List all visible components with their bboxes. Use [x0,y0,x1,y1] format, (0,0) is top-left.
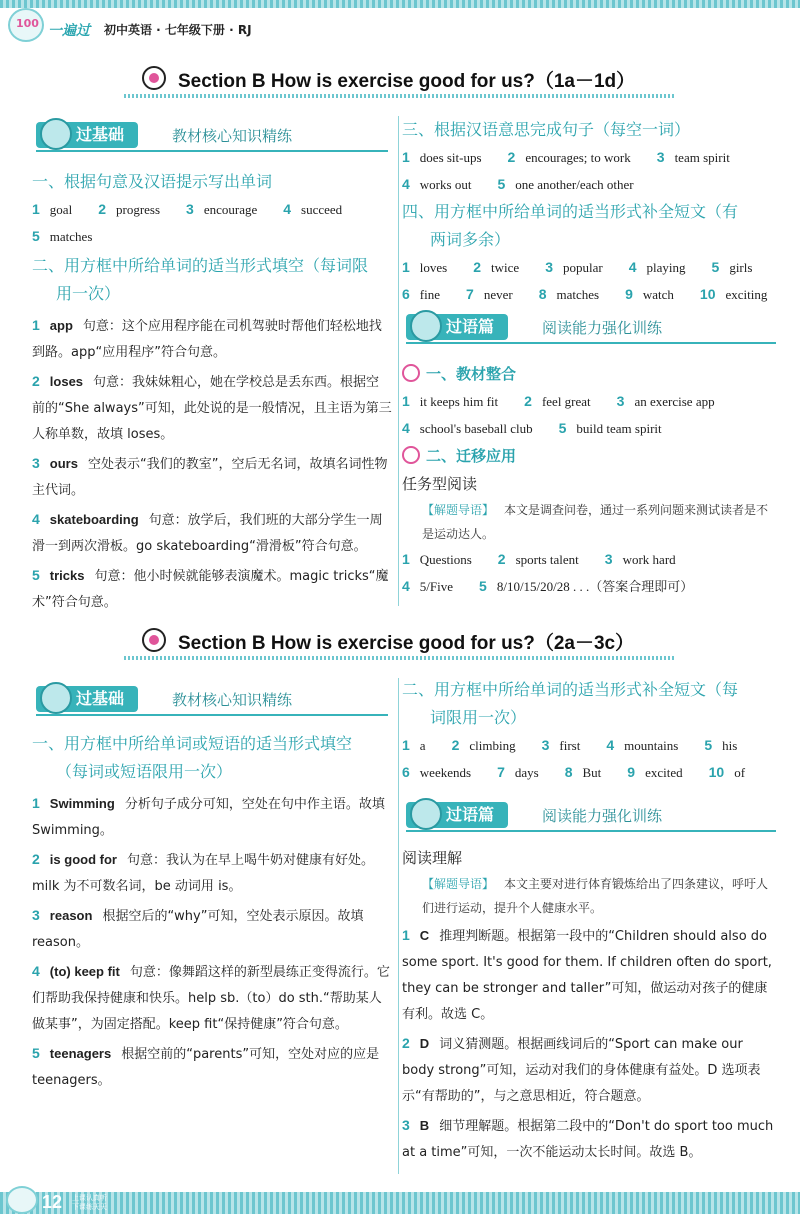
answer-keyword: D [419,1036,430,1051]
explanation-text: 词义猜测题。根据画线词后的“Sport can make our body strong”可知，运动对我们的身体健康有益处。D 选项表示“有帮助的”，与之意思相近，符合题意。 [402,1037,761,1104]
item-number: 2 [497,551,506,567]
explanation-list [32,312,392,616]
item-number: 1 [402,927,410,943]
item-number: 2 [473,259,482,275]
guide-text: 本文是调查问卷，通过一系列问题来测试读者是不是运动达人。 [422,503,769,541]
answer-row [32,223,392,250]
banner-tag: 过语篇 [406,802,508,828]
task-heading: 任务型阅读 [402,475,478,493]
explanation-item [402,1112,774,1166]
section-heading [0,624,800,658]
answer-block [402,732,774,786]
explanation-item [32,562,392,616]
page-footer [0,1184,800,1216]
item-number: 4 [402,176,410,192]
item-number: 2 [32,373,40,389]
item-number: 4 [402,420,410,436]
part-heading: 四、用方框中所给单词的适当形式补全短文（有 [402,202,739,221]
answer-text: never [483,287,513,302]
item-number: 9 [627,764,636,780]
answer-text: fine [419,287,441,302]
answer-keyword: (to) keep fit [49,964,120,979]
explanation-item [32,1040,392,1094]
answer-text: sports talent [515,552,579,567]
explanation-item [32,312,392,366]
answer-text: loves [419,260,448,275]
book-title: 初中英语 · 七年级下册 · RJ [104,23,252,37]
answer-keyword: app [49,318,73,333]
part-heading-cont: 词限用一次） [430,708,527,727]
item-number: 5 [479,578,487,594]
explanation-list [402,922,774,1166]
item-number: 7 [497,764,505,780]
explanation-text: 分析句子成分可知，空处在句中作主语。故填 Swimming。 [32,797,385,838]
answer-text: But [582,765,602,780]
explanation-item [32,368,392,448]
answer-text: twice [491,260,520,275]
answer-text: one another/each other [515,177,634,192]
explanation-text: 推理判断题。根据第一段中的“Children should also do some sport. It's good for them. If children often do sport, they can be stronger and taller”可知，做运动对孩子的健康有利。故选 C。 [402,929,772,1022]
item-number: 5 [32,1045,40,1061]
mascot-icon [40,682,72,714]
item-number: 9 [625,286,633,302]
brand-logo-icon: 100 [8,8,44,42]
explanation-text: 句意：这个应用程序能在司机驾驶时帮他们轻松地找到路。app“应用程序”符合句意。 [32,319,382,360]
item-number: 4 [32,511,40,527]
answer-text: Questions [419,552,472,567]
flower-icon [402,446,420,464]
answer-text: goal [49,202,73,217]
item-number: 3 [656,149,665,165]
answer-text: encourages; to work [525,150,631,165]
item-number: 6 [402,286,410,302]
item-number: 5 [32,567,40,583]
sub-heading-text: 一、教材整合 [426,365,517,383]
banner-subtitle: 阅读能力强化训练 [542,319,663,337]
answer-block [402,388,774,442]
answer-block [402,144,774,198]
item-number: 4 [628,259,637,275]
banner-underline [36,150,388,152]
item-number: 5 [558,420,567,436]
item-number: 3 [616,393,625,409]
answer-text: feel great [541,394,591,409]
answer-text: playing [646,260,686,275]
section-title: Section B How is exercise good for us?（2a－3c） [178,633,635,654]
part-heading-cont: （每词或短语限用一次） [56,762,233,781]
answer-text: watch [642,287,674,302]
answer-keyword: B [419,1118,430,1133]
part-heading: 三、根据汉语意思完成句子（每空一词） [402,120,691,139]
s1-right-column [402,116,774,308]
answer-text: of [734,765,746,780]
item-number: 2 [402,1035,410,1051]
item-number: 2 [507,149,516,165]
explanation-item [32,790,392,844]
part-heading-cont: 两词多余） [430,230,511,249]
answer-text: team spirit [674,150,730,165]
explanation-list [32,790,392,1094]
solution-guide [402,498,774,546]
answer-text: weekends [419,765,472,780]
item-number: 1 [402,737,410,753]
answer-text: encourage [203,202,258,217]
s2-left-column [32,730,392,1096]
mascot-icon [410,798,442,830]
answer-text: it keeps him fit [419,394,499,409]
item-number: 3 [604,551,613,567]
sub-heading-text: 二、迁移应用 [426,447,517,465]
answer-keyword: reason [49,908,93,923]
answer-text: exciting [725,287,768,302]
answer-row [402,144,774,171]
explanation-text: 句意：放学后，我们班的大部分学生一周滑一到两次滑板。go skateboarding“滑滑板”符合句意。 [32,513,383,554]
explanation-item [32,506,392,560]
item-number: 1 [32,795,40,811]
item-number: 2 [451,737,460,753]
item-number: 7 [466,286,474,302]
answer-row [402,281,774,308]
item-number: 1 [402,551,410,567]
item-number: 4 [32,963,40,979]
flower-icon [402,364,420,382]
banner-underline [406,342,776,344]
answer-text: progress [115,202,161,217]
explanation-text: 根据空后的“why”可知，空处表示原因。故填 reason。 [32,909,364,950]
answer-text: a [419,738,426,753]
item-number: 5 [32,228,40,244]
banner-underline [36,714,388,716]
answer-keyword: teenagers [49,1046,112,1061]
item-number: 3 [186,201,194,217]
column-divider [398,678,399,1174]
item-number: 2 [32,851,40,867]
explanation-item [32,846,392,900]
part-heading-cont: 用一次） [56,284,121,303]
answer-text: 5/Five [419,579,454,594]
answer-row [402,171,774,198]
item-number: 1 [402,393,410,409]
item-number: 1 [402,149,410,165]
explanation-text: 句意：他小时候就能够表演魔术。magic tricks“魔术”符合句意。 [32,569,389,610]
answer-text: his [722,738,738,753]
answer-text: work hard [622,552,676,567]
answer-text: girls [729,260,753,275]
brand-name: 一遍过 [48,23,90,39]
answer-text: first [559,738,581,753]
s1-left-column [32,168,392,618]
answer-text: succeed [301,202,343,217]
answer-keyword: is good for [49,852,117,867]
reading-banner [406,312,776,344]
explanation-text: 句意：像舞蹈这样的新型晨练正变得流行。它们帮助我保持健康和快乐。help sb.（to）do sth.“帮助某人做某事”，为固定搭配。keep fit“保持健康”符合句意。 [32,965,390,1032]
footer-band [0,1192,800,1214]
part-heading: 二、用方框中所给单词的适当形式填空（每词限 [32,256,369,275]
answer-keyword: Swimming [49,796,115,811]
part-heading: 二、用方框中所给单词的适当形式补全短文（每 [402,680,739,699]
s1-reading-column [402,360,774,600]
answer-text: popular [563,260,603,275]
solution-guide [402,872,774,920]
basic-banner [36,684,388,716]
answer-keyword: ours [49,456,78,471]
banner-subtitle: 阅读能力强化训练 [542,807,663,825]
reading-banner [406,800,776,832]
explanation-item [402,922,774,1028]
banner-underline [406,830,776,832]
item-number: 3 [402,1117,410,1133]
item-number: 3 [32,455,40,471]
guide-label: 【解题导语】 [422,877,495,891]
answer-keyword: C [419,928,430,943]
answer-row [402,573,774,600]
header-stripe [0,0,800,8]
item-number: 4 [606,737,615,753]
explanation-text: 根据空前的“parents”可知，空处对应的应是 teenagers。 [32,1047,380,1088]
explanation-item [32,450,392,504]
part-heading: 一、用方框中所给单词或短语的适当形式填空 [32,734,353,753]
section-title: Section B How is exercise good for us?（1a－1d） [178,71,636,92]
answer-text: build team spirit [576,421,662,436]
explanation-item [32,902,392,956]
item-number: 5 [711,259,720,275]
answer-row [402,415,774,442]
answer-block [32,196,392,250]
column-divider [398,116,399,606]
answer-text: matches [556,287,600,302]
explanation-text: 空处表示“我们的教室”，空后无名词，故填名词性物主代词。 [32,457,388,498]
answer-block [402,254,774,308]
explanation-text: 句意：我认为在早上喝牛奶对健康有好处。milk 为不可数名词，be 动词用 is。 [32,853,374,894]
answer-keyword: loses [49,374,84,389]
answer-row [402,254,774,281]
item-number: 1 [402,259,410,275]
answer-row [402,388,774,415]
mascot-icon [40,118,72,150]
answer-text: works out [419,177,472,192]
footer-slogan: 上课认真听 下课练天天 [72,1194,107,1211]
answer-text: climbing [469,738,516,753]
footer-logo-icon [6,1186,38,1214]
basic-banner [36,120,388,152]
answer-keyword: skateboarding [49,512,139,527]
item-number: 2 [524,393,532,409]
item-number: 5 [497,176,506,192]
mascot-icon [410,310,442,342]
flower-icon [142,628,166,652]
item-number: 10 [708,764,725,780]
page-header [0,0,800,44]
section-divider [124,94,676,98]
answer-text: matches [49,229,93,244]
sub-heading [402,360,774,388]
item-number: 8 [564,764,573,780]
reading-heading: 阅读理解 [402,849,463,867]
item-number: 3 [545,259,553,275]
item-number: 4 [283,201,292,217]
answer-keyword: tricks [49,568,85,583]
explanation-text: 细节理解题。根据第二段中的“Don't do sport too much at a time”可知，一次不能运动太长时间。故选 B。 [402,1119,774,1160]
answer-text: excited [645,765,683,780]
answer-text: an exercise app [634,394,715,409]
answer-row [402,546,774,573]
item-number: 2 [98,201,106,217]
banner-tag: 过基础 [36,686,138,712]
sub-heading [402,442,774,470]
guide-text: 本文主要对进行体育锻炼给出了四条建议，呼吁人们进行运动，提升个人健康水平。 [422,877,769,915]
item-number: 1 [32,201,40,217]
s2-reading-column [402,844,774,1168]
guide-label: 【解题导语】 [422,503,495,517]
explanation-text: 句意：我妹妹粗心，她在学校总是丢东西。根据空前的“She always”可知，此处说的是一般情况，且主语为第三人称单数，故填 loses。 [32,375,392,442]
answer-block [402,546,774,600]
item-number: 3 [541,737,550,753]
item-number: 6 [402,764,410,780]
answer-row [402,732,774,759]
section-divider [124,656,676,660]
banner-tag: 过基础 [36,122,138,148]
item-number: 10 [699,286,716,302]
banner-subtitle: 教材核心知识精练 [172,127,293,145]
answer-text: school's baseball club [419,421,533,436]
item-number: 4 [402,578,410,594]
item-number: 3 [32,907,40,923]
answer-row [32,196,392,223]
banner-tag: 过语篇 [406,314,508,340]
banner-subtitle: 教材核心知识精练 [172,691,293,709]
explanation-item [402,1030,774,1110]
answer-text: does sit-ups [419,150,482,165]
part-heading: 一、根据句意及汉语提示写出单词 [32,172,273,191]
answer-text: 8/10/15/20/28 . . .（答案合理即可） [496,579,694,594]
section-heading [0,62,800,96]
explanation-item [32,958,392,1038]
item-number: 5 [704,737,713,753]
s2-right-column [402,676,774,786]
item-number: 8 [538,286,547,302]
answer-row [402,759,774,786]
page-number: 12 [42,1192,63,1212]
flower-icon [142,66,166,90]
item-number: 1 [32,317,40,333]
answer-text: days [514,765,539,780]
answer-text: mountains [624,738,679,753]
